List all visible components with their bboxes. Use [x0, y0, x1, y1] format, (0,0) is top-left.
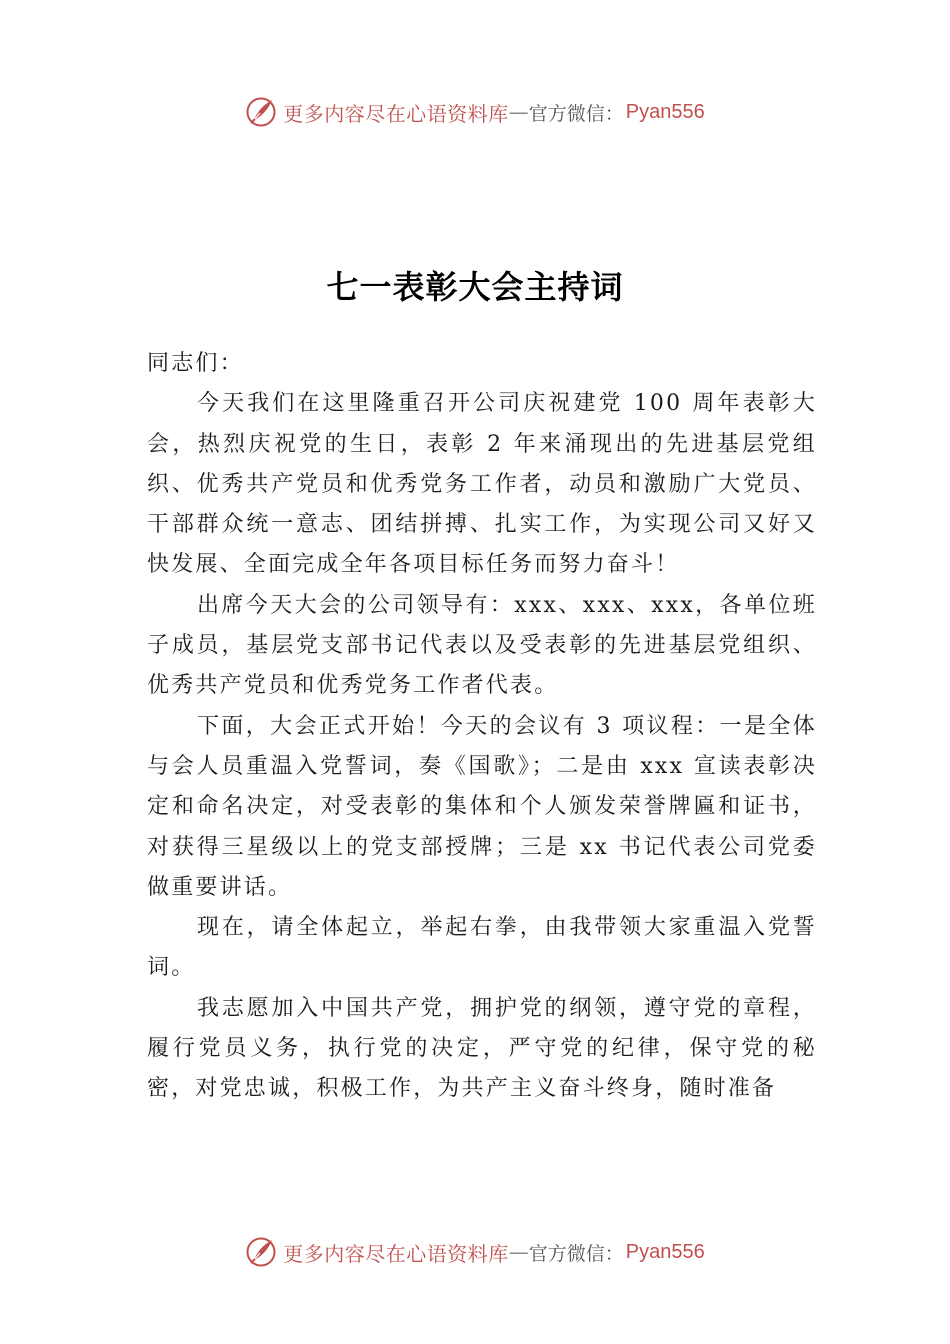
header-wechat-label: 官方微信：	[528, 102, 624, 125]
header-separator: —	[508, 100, 529, 124]
paragraph-agenda: 下面，大会正式开始！今天的会议有 3 项议程：一是全体与会人员重温入党誓词，奏《国歌》；二是由 xxx 宣读表彰决定和命名决定，对受表彰的集体和个人颁发荣誉牌匾和证书，对获得三星级以上的党支部授牌；三是 xx 书记代表公司党委做重要讲话。	[147, 713, 817, 900]
paragraph-oath: 我志愿加入中国共产党，拥护党的纲领，遵守党的章程，履行党员义务，执行党的决定，严守党的纪律，保守党的秘密，对党忠诚，积极工作，为共产主义奋斗终身，随时准备	[147, 995, 817, 1102]
paragraph-stand-up: 现在，请全体起立，举起右拳，由我带领大家重温入党誓词。	[147, 915, 817, 981]
footer-separator: —	[508, 1240, 529, 1264]
paragraph-opening: 今天我们在这里隆重召开公司庆祝建党 100 周年表彰大会，热烈庆祝党的生日，表彰 2 年来涌现出的先进基层党组织、优秀共产党员和优秀党务工作者，动员和激励广大党员、干部群众统一意志、团结拼搏、扎实工作，为实现公司又好又快发展、全面完成全年各项目标任务而努力奋斗！	[147, 391, 817, 578]
footer-brand-text: 更多内容尽在心语资料库	[283, 1241, 509, 1266]
quill-pen-icon	[245, 1236, 277, 1268]
document-title: 七一表彰大会主持词	[326, 268, 624, 306]
document-body	[147, 344, 817, 1110]
footer-wechat-label: 官方微信：	[528, 1242, 624, 1265]
quill-pen-icon	[245, 96, 277, 128]
header-wechat-id: Pyan556	[625, 100, 705, 123]
footer-wechat-id: Pyan556	[625, 1240, 705, 1263]
footer-banner	[0, 1232, 950, 1272]
header-banner	[0, 92, 950, 132]
salutation: 同志们：	[147, 351, 244, 376]
paragraph-attendees: 出席今天大会的公司领导有：xxx、xxx、xxx，各单位班子成员，基层党支部书记代表以及受表彰的先进基层党组织、优秀共产党员和优秀党务工作者代表。	[147, 592, 817, 699]
header-brand-text: 更多内容尽在心语资料库	[283, 101, 509, 126]
